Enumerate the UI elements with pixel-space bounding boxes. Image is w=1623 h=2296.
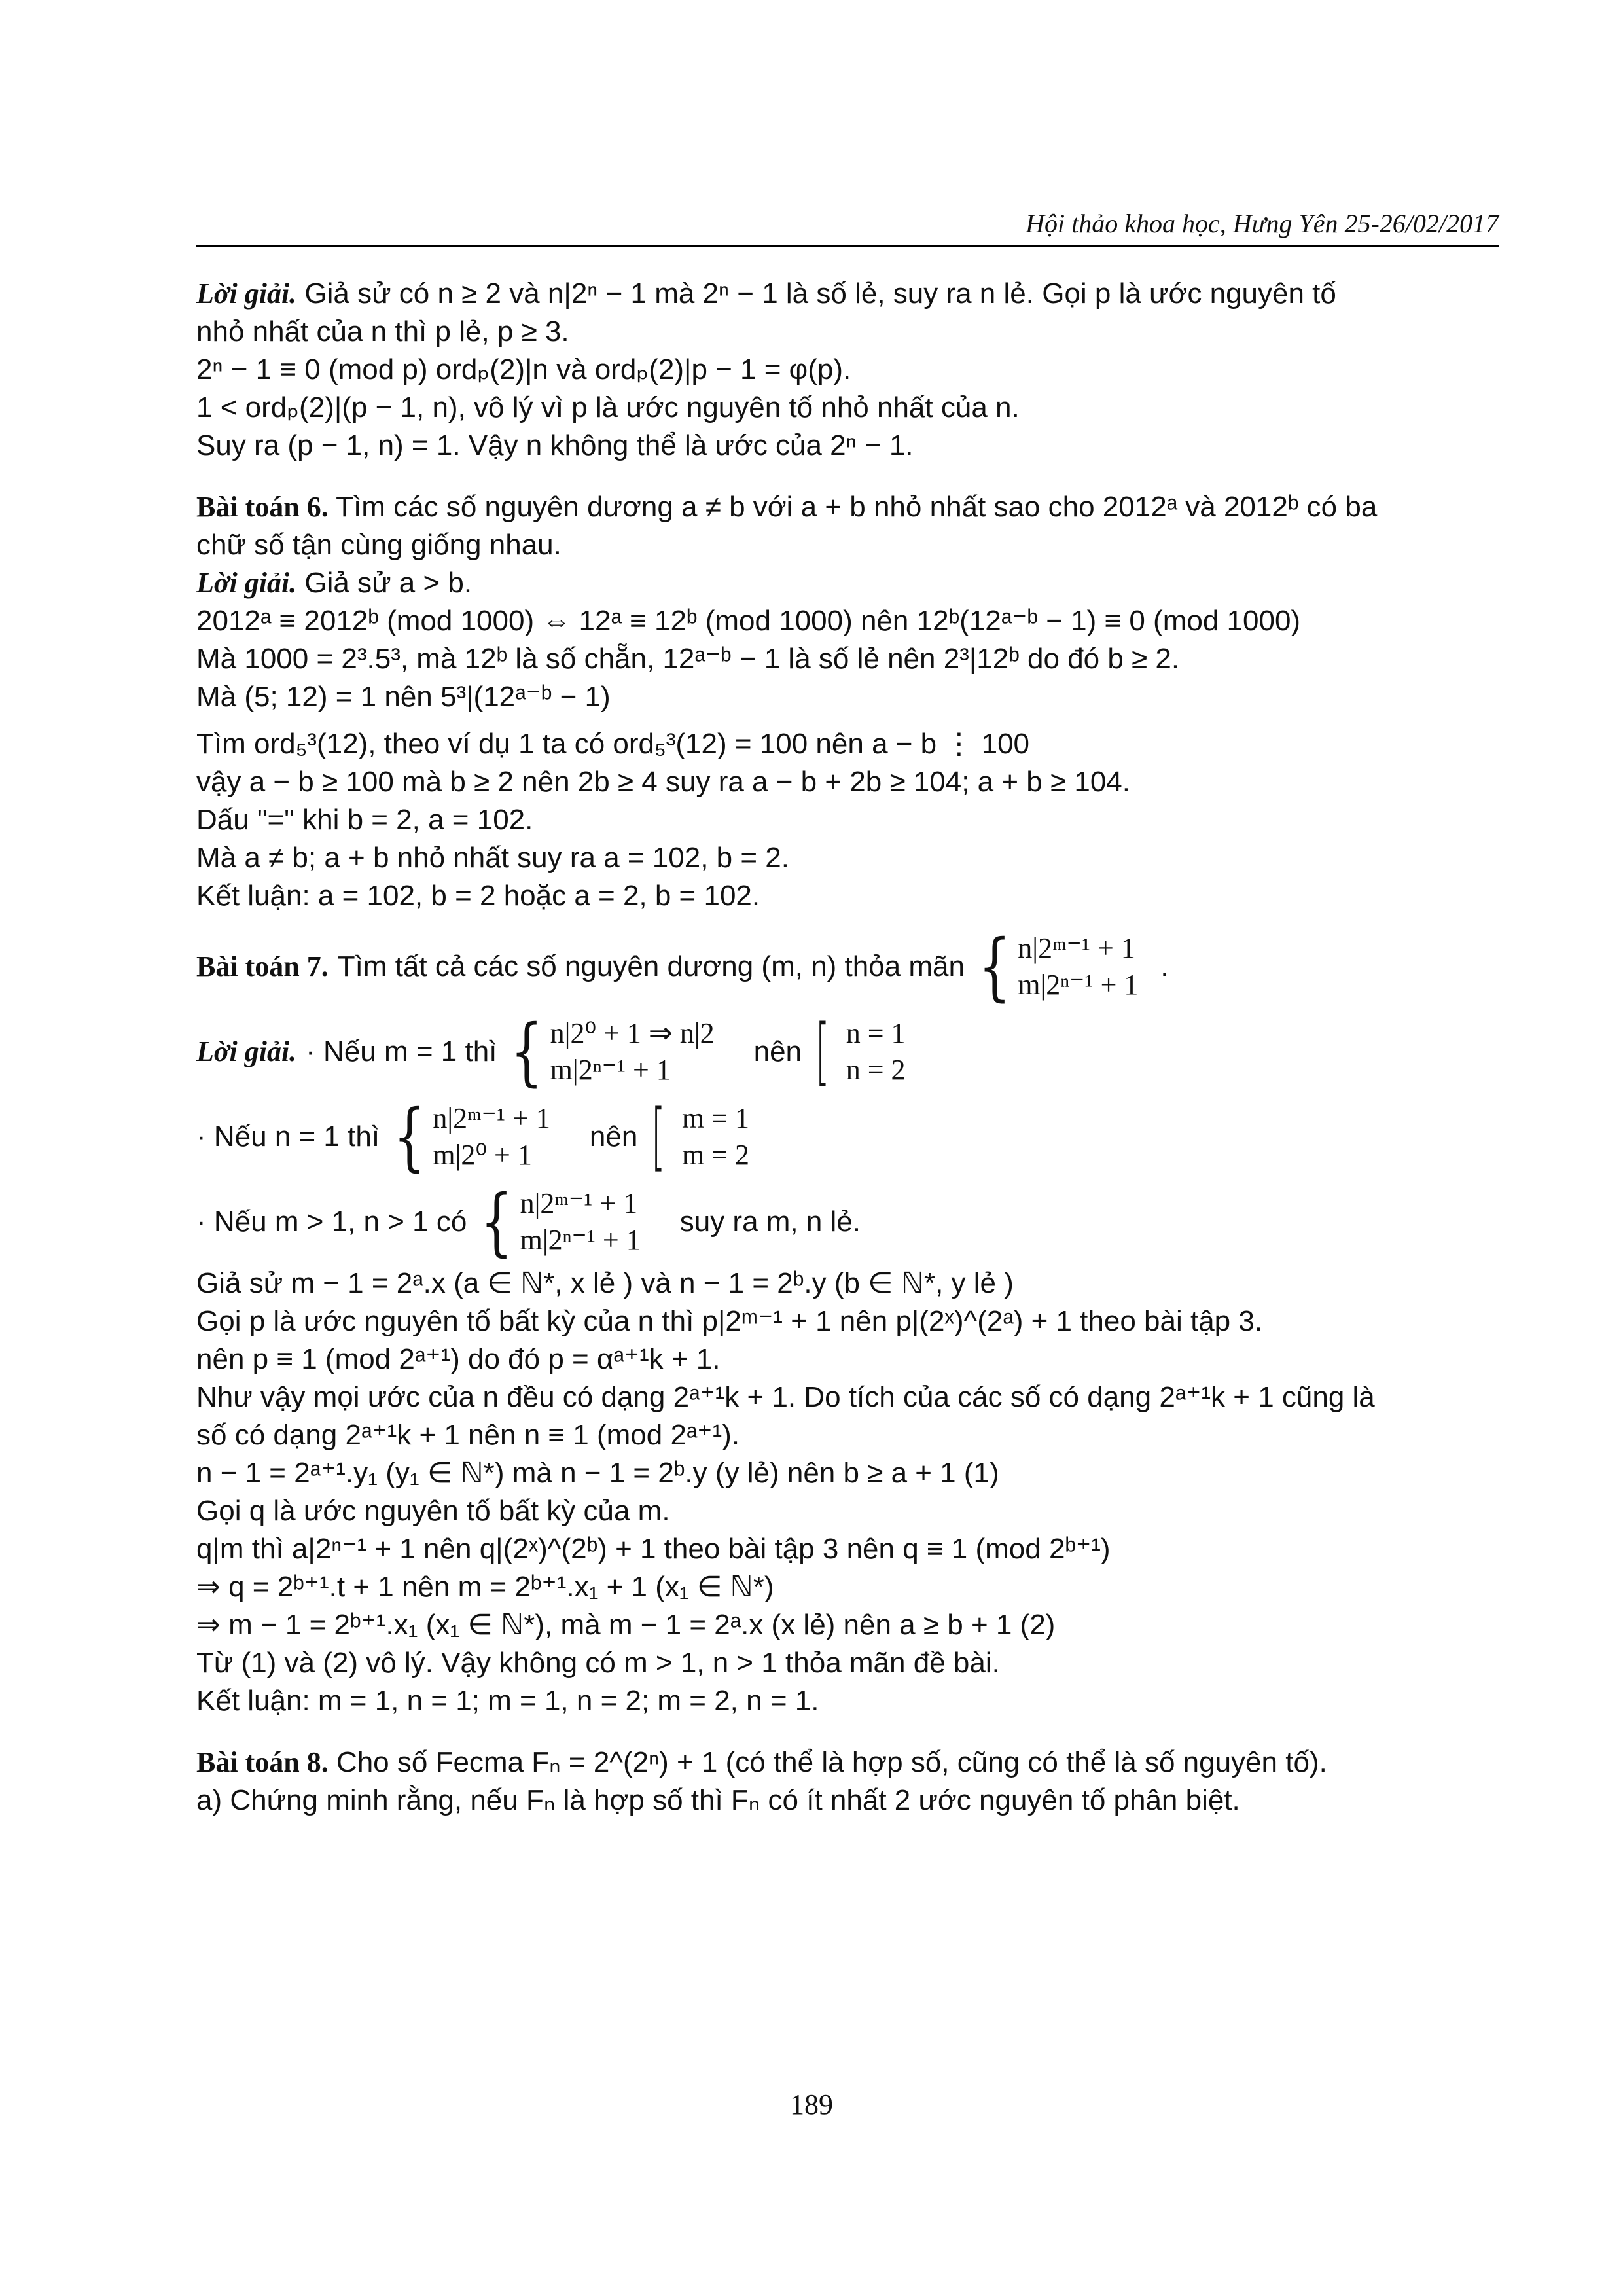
problem-7-text-6: n − 1 = 2ᵃ⁺¹.y₁ (y₁ ∈ ℕ*) mà n − 1 = 2ᵇ.y (y lẻ) nên b ≥ a + 1 (1) <box>196 1457 999 1489</box>
case-3-system <box>473 1179 641 1265</box>
problem-7-text-10: ⇒ m − 1 = 2ᵇ⁺¹.x₁ (x₁ ∈ ℕ*), mà m − 1 = 2ᵃ.x (x lẻ) nên a ≥ b + 1 (2) <box>196 1609 1056 1641</box>
problem-6-solution-text: Giả sử a > b. <box>304 567 473 599</box>
case-2-result <box>644 1094 750 1179</box>
left-brace: { <box>393 1094 426 1179</box>
problem-8-statement-1 <box>196 1744 1499 1782</box>
case-1-res-2: n = 2 <box>846 1054 906 1086</box>
problem-7-text-8: q|m thì a|2ⁿ⁻¹ + 1 nên q|(2ˣ)^(2ᵇ) + 1 theo bài tập 3 nên q ≡ 1 (mod 2ᵇ⁺¹) <box>196 1533 1111 1565</box>
problem-6-label: Bài toán 6. <box>196 491 329 523</box>
page-number: 189 <box>790 2089 833 2121</box>
problem-7-text-5: số có dạng 2ᵃ⁺¹k + 1 nên n ≡ 1 (mod 2ᵃ⁺¹). <box>196 1419 740 1451</box>
problem-7-statement <box>196 924 1499 1009</box>
solution-5-line-5: Suy ra (p − 1, n) = 1. Vậy n không thể là ước của 2ⁿ − 1. <box>196 429 914 461</box>
problem-7-case-2 <box>196 1094 1499 1179</box>
case-1-intro: · Nếu m = 1 thì <box>306 1035 497 1067</box>
system-eq-2: m|2ⁿ⁻¹ + 1 <box>1018 969 1139 1001</box>
problem-7-text-4: Như vậy mọi ước của n đều có dạng 2ᵃ⁺¹k + 1. Do tích của các số có dạng 2ᵃ⁺¹k + 1 cũng là <box>196 1381 1375 1413</box>
case-1-eq-1: n|2⁰ + 1 ⇒ n|2 <box>550 1017 715 1049</box>
left-bracket: [ <box>651 1094 666 1179</box>
problem-6-solution-5: Tìm ord₅³(12), theo ví dụ 1 ta có ord₅³(12) = 100 nên a − b ⋮ 100 <box>196 728 1030 760</box>
problem-8-statement-2: a) Chứng minh rằng, nếu Fₙ là hợp số thì Fₙ có ít nhất 2 ước nguyên tố phân biệt. <box>196 1784 1240 1816</box>
problem-6-solution-4: Mà (5; 12) = 1 nên 5³|(12ᵃ⁻ᵇ − 1) <box>196 681 611 713</box>
problem-7-text-1: Giả sử m − 1 = 2ᵃ.x (a ∈ ℕ*, x lẻ ) và n − 1 = 2ᵇ.y (b ∈ ℕ*, y lẻ ) <box>196 1267 1014 1299</box>
problem-7-text-11: Từ (1) và (2) vô lý. Vậy không có m > 1, n > 1 thỏa mãn đề bài. <box>196 1647 1000 1679</box>
case-2-eq-2: m|2⁰ + 1 <box>433 1139 532 1171</box>
case-3-eq-2: m|2ⁿ⁻¹ + 1 <box>520 1224 641 1256</box>
left-brace: { <box>510 1009 543 1094</box>
problem-7-text-3: nên p ≡ 1 (mod 2ᵃ⁺¹) do đó p = αᵃ⁺¹k + 1. <box>196 1343 721 1375</box>
case-1-system <box>503 1009 715 1094</box>
problem-6-solution-8: Mà a ≠ b; a + b nhỏ nhất suy ra a = 102, b = 2. <box>196 842 789 874</box>
problem-6-solution-9: Kết luận: a = 102, b = 2 hoặc a = 2, b = 102. <box>196 880 760 912</box>
solution-5-line-1 <box>196 275 1499 313</box>
problem-6-solution-3: Mà 1000 = 2³.5³, mà 12ᵇ là số chẵn, 12ᵃ⁻ᵇ − 1 là số lẻ nên 2³|12ᵇ do đó b ≥ 2. <box>196 643 1180 675</box>
left-brace: { <box>480 1179 513 1265</box>
case-1-then: nên <box>753 1035 802 1067</box>
case-2-res-2: m = 2 <box>682 1139 750 1171</box>
case-2-intro: · Nếu n = 1 thì <box>196 1121 380 1153</box>
problem-6-solution-6: vậy a − b ≥ 100 mà b ≥ 2 nên 2b ≥ 4 suy ra a − b + 2b ≥ 104; a + b ≥ 104. <box>196 766 1130 798</box>
problem-7-text-2: Gọi p là ước nguyên tố bất kỳ của n thì p|2ᵐ⁻¹ + 1 nên p|(2ˣ)^(2ᵃ) + 1 theo bài tập 3. <box>196 1305 1263 1337</box>
problem-6-solution-7: Dấu "=" khi b = 2, a = 102. <box>196 804 533 836</box>
case-1-result <box>808 1009 906 1094</box>
left-bracket: [ <box>815 1009 830 1094</box>
page-body <box>196 275 1499 1820</box>
case-2-then: nên <box>589 1121 638 1153</box>
problem-7-text-7: Gọi q là ước nguyên tố bất kỳ của m. <box>196 1495 670 1527</box>
problem-8-label: Bài toán 8. <box>196 1746 329 1778</box>
case-1-res-1: n = 1 <box>846 1017 906 1049</box>
case-1-eq-2: m|2ⁿ⁻¹ + 1 <box>550 1054 671 1086</box>
case-2-res-1: m = 1 <box>682 1102 750 1134</box>
problem-6-solution-label: Lời giải. <box>196 567 297 599</box>
header-rule <box>196 245 1499 247</box>
problem-8-text: Cho số Fecma Fₙ = 2^(2ⁿ) + 1 (có thể là hợp số, cũng có thể là số nguyên tố). <box>336 1746 1327 1778</box>
problem-6-solution-2: 2012ᵃ ≡ 2012ᵇ (mod 1000) ⇔ 12ᵃ ≡ 12ᵇ (mod 1000) nên 12ᵇ(12ᵃ⁻ᵇ − 1) ≡ 0 (mod 1000) <box>196 605 1301 637</box>
solution-label: Lời giải. <box>196 278 297 310</box>
solution-5-line-4: 1 < ordₚ(2)|(p − 1, n), vô lý vì p là ước nguyên tố nhỏ nhất của n. <box>196 391 1020 423</box>
problem-6-solution-1 <box>196 564 1499 602</box>
solution-text: Giả sử có n ≥ 2 và n|2ⁿ − 1 mà 2ⁿ − 1 là số lẻ, suy ra n lẻ. Gọi p là ước nguyên tố <box>304 278 1336 310</box>
problem-7-solution-label: Lời giải. <box>196 1035 297 1067</box>
left-brace: { <box>978 924 1011 1009</box>
problem-7-case-1 <box>196 1009 1499 1094</box>
case-2-system <box>386 1094 550 1179</box>
case-3-then: suy ra m, n lẻ. <box>679 1206 861 1238</box>
case-2-eq-1: n|2ᵐ⁻¹ + 1 <box>433 1102 550 1134</box>
problem-7-case-3 <box>196 1179 1499 1265</box>
problem-7-text-12: Kết luận: m = 1, n = 1; m = 1, n = 2; m = 2, n = 1. <box>196 1685 819 1717</box>
problem-6-text: Tìm các số nguyên dương a ≠ b với a + b nhỏ nhất sao cho 2012ᵃ và 2012ᵇ có ba <box>336 491 1378 523</box>
case-3-eq-1: n|2ᵐ⁻¹ + 1 <box>520 1187 638 1219</box>
case-3-intro: · Nếu m > 1, n > 1 có <box>196 1206 467 1238</box>
end-dot: . <box>1160 950 1169 982</box>
solution-5-line-2: nhỏ nhất của n thì p lẻ, p ≥ 3. <box>196 315 569 348</box>
running-header: Hội thảo khoa học, Hưng Yên 25-26/02/2017 <box>1026 209 1499 238</box>
solution-5-line-3: 2ⁿ − 1 ≡ 0 (mod p) ordₚ(2)|n và ordₚ(2)|p − 1 = φ(p). <box>196 353 851 386</box>
problem-6-statement-2: chữ số tận cùng giống nhau. <box>196 529 562 561</box>
problem-7-text-9: ⇒ q = 2ᵇ⁺¹.t + 1 nên m = 2ᵇ⁺¹.x₁ + 1 (x₁ ∈ ℕ*) <box>196 1571 774 1603</box>
problem-7-system <box>971 924 1139 1009</box>
problem-6-statement-1 <box>196 488 1499 526</box>
system-eq-1: n|2ᵐ⁻¹ + 1 <box>1018 932 1135 964</box>
problem-7-label: Bài toán 7. <box>196 950 329 982</box>
problem-7-text: Tìm tất cả các số nguyên dương (m, n) thỏa mãn <box>337 950 965 982</box>
